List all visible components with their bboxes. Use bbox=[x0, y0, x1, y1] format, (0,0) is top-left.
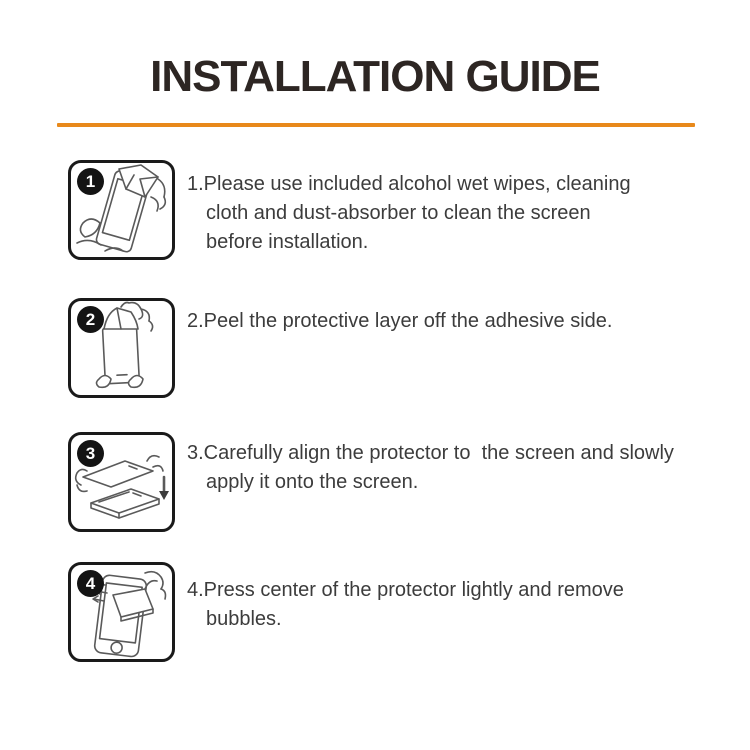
step-text-line: bubbles. bbox=[206, 608, 282, 630]
step3-illustration-box bbox=[68, 432, 175, 532]
step-text-line: before installation. bbox=[206, 231, 369, 253]
page-title: INSTALLATION GUIDE bbox=[150, 52, 600, 101]
step-row-4 bbox=[0, 562, 750, 682]
step4-illustration-box bbox=[68, 562, 175, 662]
step2-illustration-box bbox=[68, 298, 175, 398]
step-text-line: 4.Press center of the protector lightly and remove bbox=[187, 579, 624, 601]
step3-text bbox=[187, 439, 717, 497]
step-number-badge: 3 bbox=[77, 440, 104, 467]
step4-text bbox=[187, 576, 717, 634]
step1-illustration-box bbox=[68, 160, 175, 260]
step-row-3 bbox=[0, 432, 750, 552]
step-number-badge: 2 bbox=[77, 306, 104, 333]
step-number-badge: 1 bbox=[77, 168, 104, 195]
step-row-1 bbox=[0, 160, 750, 280]
accent-divider bbox=[57, 123, 695, 127]
step-row-2 bbox=[0, 298, 750, 418]
step-text-line: apply it onto the screen. bbox=[206, 471, 419, 493]
step-text-line: 3.Carefully align the protector to the screen and slowly bbox=[187, 442, 674, 464]
step2-text bbox=[187, 307, 717, 336]
step-text-line: 1.Please use included alcohol wet wipes, cleaning bbox=[187, 173, 631, 195]
step-text-line: 2.Peel the protective layer off the adhesive side. bbox=[187, 310, 613, 332]
step-number-badge: 4 bbox=[77, 570, 104, 597]
step-text-line: cloth and dust-absorber to clean the screen bbox=[206, 202, 591, 224]
step1-text bbox=[187, 170, 717, 257]
